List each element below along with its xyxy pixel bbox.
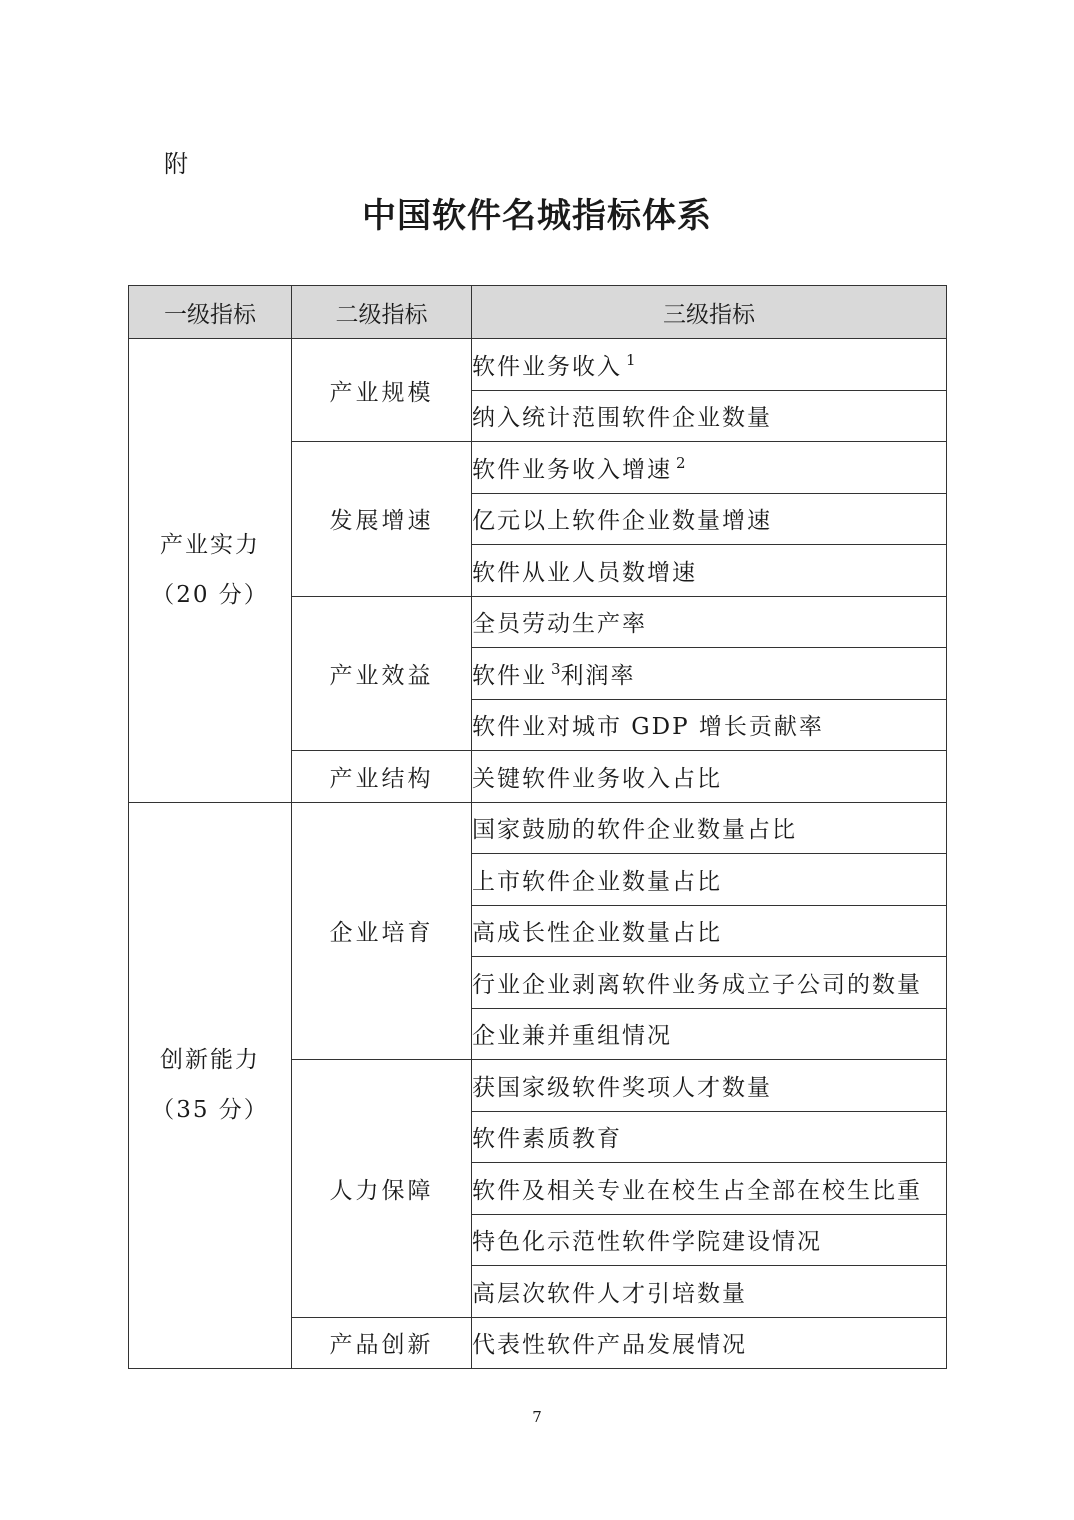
level1-score: （35 分） [151, 1097, 269, 1124]
level3-text: 软件业对城市 GDP 增长贡献率 [472, 714, 824, 741]
level3-text: 软件素质教育 [472, 1126, 622, 1153]
level3-text: 企业兼并重组情况 [472, 1023, 672, 1050]
level3-text: 纳入统计范围软件企业数量 [472, 405, 772, 432]
level2-cell: 发展增速 [292, 442, 472, 597]
level3-cell [472, 1266, 947, 1318]
level3-cell [472, 699, 947, 751]
level3-cell [472, 493, 947, 545]
level1-cell [129, 802, 292, 1369]
level2-cell: 企业培育 [292, 802, 472, 1060]
level3-text: 行业企业剥离软件业务成立子公司的数量 [472, 971, 922, 998]
level3-text-tail: 利润率 [560, 662, 636, 689]
table-body [129, 339, 947, 1369]
level3-cell [472, 751, 947, 803]
level3-cell [472, 802, 947, 854]
appendix-label: 附 [164, 150, 188, 178]
level3-cell [472, 339, 947, 391]
level3-cell [472, 1317, 947, 1369]
document-title: 中国软件名城指标体系 [362, 196, 712, 236]
level2-cell: 产品创新 [292, 1317, 472, 1369]
level3-text: 关键软件业务收入占比 [472, 765, 722, 792]
column-header-level3: 三级指标 [472, 286, 947, 339]
level3-cell [472, 1111, 947, 1163]
level3-cell [472, 390, 947, 442]
indicator-table [128, 285, 947, 1369]
level3-text: 特色化示范性软件学院建设情况 [472, 1229, 822, 1256]
level1-cell [129, 339, 292, 803]
level3-text: 全员劳动生产率 [472, 611, 647, 638]
level3-text: 软件业务收入 [472, 353, 622, 380]
level3-text: 获国家级软件奖项人才数量 [472, 1074, 772, 1101]
level3-text: 软件及相关专业在校生占全部在校生比重 [472, 1177, 922, 1204]
level1-name: 创新能力 [160, 1047, 260, 1074]
level3-cell [472, 1214, 947, 1266]
level3-text: 代表性软件产品发展情况 [472, 1332, 747, 1359]
level3-cell [472, 905, 947, 957]
level3-cell [472, 648, 947, 700]
table-row [129, 339, 947, 391]
footnote-marker: 1 [626, 351, 636, 370]
level2-cell: 产业规模 [292, 339, 472, 442]
column-header-level1: 一级指标 [129, 286, 292, 339]
level3-text: 软件业 [472, 662, 547, 689]
level3-cell [472, 545, 947, 597]
level3-cell [472, 854, 947, 906]
level3-cell [472, 1008, 947, 1060]
level3-text: 软件业务收入增速 [472, 456, 672, 483]
level1-score: （20 分） [151, 582, 269, 609]
footnote-marker: 3 [551, 660, 561, 679]
level1-name: 产业实力 [160, 532, 260, 559]
level3-text: 亿元以上软件企业数量增速 [472, 508, 772, 535]
level3-cell [472, 1060, 947, 1112]
table-row [129, 802, 947, 854]
table-header-row [129, 286, 947, 339]
level2-cell: 人力保障 [292, 1060, 472, 1318]
level3-text: 高成长性企业数量占比 [472, 920, 722, 947]
level3-text: 国家鼓励的软件企业数量占比 [472, 817, 797, 844]
page-number: 7 [532, 1408, 542, 1426]
level3-text: 高层次软件人才引培数量 [472, 1280, 747, 1307]
level3-cell [472, 957, 947, 1009]
level2-cell: 产业效益 [292, 596, 472, 751]
level3-cell [472, 596, 947, 648]
footnote-marker: 2 [676, 454, 686, 473]
level3-cell [472, 1163, 947, 1215]
level2-cell: 产业结构 [292, 751, 472, 803]
level3-text: 软件从业人员数增速 [472, 559, 697, 586]
level3-cell [472, 442, 947, 494]
level3-text: 上市软件企业数量占比 [472, 868, 722, 895]
column-header-level2: 二级指标 [292, 286, 472, 339]
